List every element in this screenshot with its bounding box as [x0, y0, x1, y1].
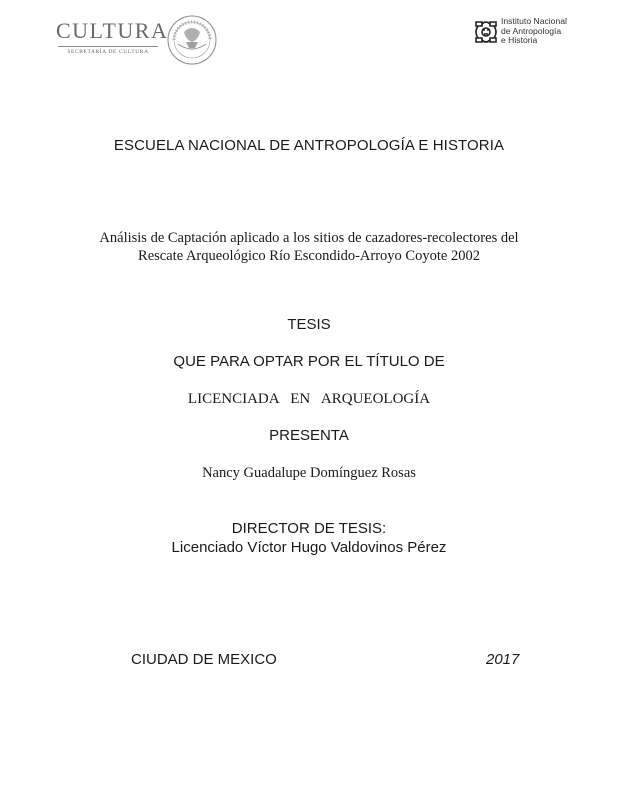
cultura-wordmark: CULTURA: [56, 18, 169, 43]
degree-option-text: QUE PARA OPTAR POR EL TÍTULO DE: [173, 353, 445, 370]
director-name: Licenciado Víctor Hugo Valdovinos Pérez: [171, 539, 447, 556]
inah-glyph-icon: [470, 16, 502, 48]
year: 2017: [486, 651, 520, 668]
cultura-logo: [56, 18, 216, 68]
city-name: CIUDAD DE MEXICO: [131, 651, 277, 668]
inah-name: Instituto Nacional de Antropología e Historia: [501, 16, 567, 46]
thesis-title: Análisis de Captación aplicado a los sitios de cazadores-recolectores del Rescate Arqueológico Río Escondido-Arroyo Coyote 2002: [99, 230, 519, 264]
author-name: Nancy Guadalupe Domínguez Rosas: [202, 465, 416, 481]
school-name: ESCUELA NACIONAL DE ANTROPOLOGÍA E HISTORIA: [113, 137, 505, 154]
mexican-seal-icon: [166, 14, 218, 66]
thesis-label: TESIS: [287, 316, 331, 333]
presents-label: PRESENTA: [269, 427, 349, 444]
degree-title: LICENCIADA EN ARQUEOLOGÍA: [187, 391, 431, 407]
inah-logo: [470, 16, 590, 56]
director-label: DIRECTOR DE TESIS:: [231, 520, 387, 537]
cultura-subtitle: SECRETARÍA DE CULTURA: [58, 46, 158, 55]
